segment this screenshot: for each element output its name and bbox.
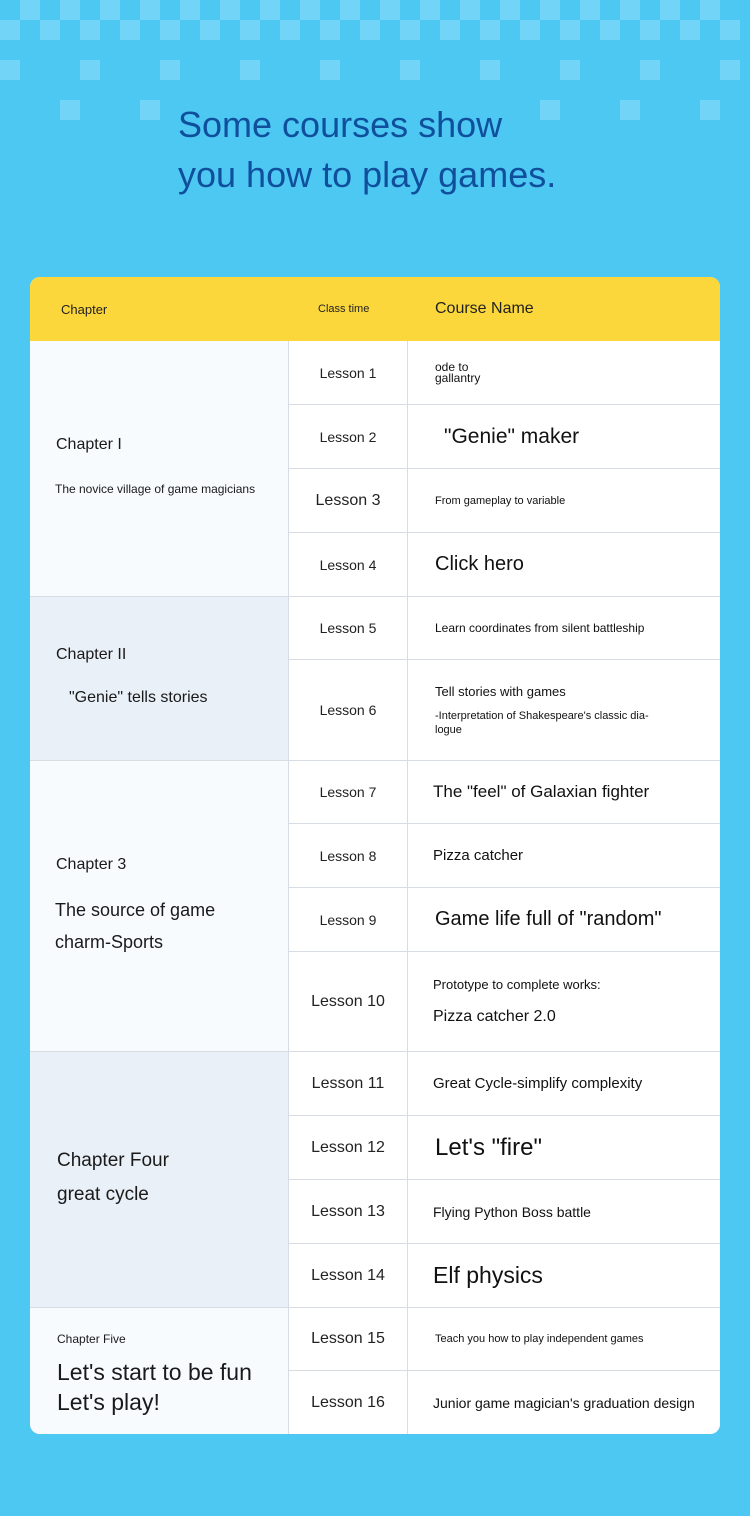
chapter-cell-2 [30, 597, 289, 761]
chapter-title: Chapter II [56, 646, 127, 663]
course-line-1: ode to [435, 359, 469, 374]
course-cell-8: Pizza catcher [408, 824, 720, 888]
lesson-cell-16: Lesson 16 [289, 1371, 408, 1434]
chapter-subtitle: The novice village of game magicians [55, 482, 256, 496]
headline-line-2: you how to play games. [178, 154, 557, 195]
chapter-title: Chapter 3 [56, 856, 127, 873]
headline-line-1: Some courses show [178, 104, 503, 145]
chapter-title: Chapter I [56, 436, 122, 453]
lesson-cell-14: Lesson 14 [289, 1244, 408, 1308]
lesson-cell-11: Lesson 11 [289, 1052, 408, 1116]
course-cell-9: Game life full of "random" [408, 888, 720, 952]
course-cell-14: Elf physics [408, 1244, 720, 1308]
course-cell-10 [408, 952, 720, 1052]
course-cell-1 [408, 341, 720, 405]
chapter-title-line-2: great cycle [57, 1184, 149, 1205]
table-header [30, 277, 720, 341]
chapter-subtitle-line-1: The source of game [55, 900, 216, 920]
chapter-title-line-1: Chapter Four [57, 1150, 169, 1171]
course-line-1: Prototype to complete works: [433, 977, 601, 992]
header-course-name: Course Name [435, 300, 534, 317]
course-cell-11: Great Cycle-simplify complexity [408, 1052, 720, 1116]
course-cell-4: Click hero [408, 533, 720, 597]
lesson-cell-10: Lesson 10 [289, 952, 408, 1052]
course-line-2: Pizza catcher 2.0 [433, 1008, 556, 1025]
course-line-2: -Interpretation of Shakespeare's classic dia- [435, 709, 649, 722]
course-line-1: Tell stories with games [435, 683, 566, 699]
lesson-cell-2: Lesson 2 [289, 405, 408, 469]
page-headline [178, 100, 698, 200]
course-line-2: gallantry [435, 370, 481, 385]
course-line-3: logue [435, 723, 462, 736]
lesson-cell-1: Lesson 1 [289, 341, 408, 405]
chapter-subtitle-line-1: Let's start to be fun [57, 1359, 252, 1385]
chapter-subtitle-line-2: charm-Sports [55, 932, 164, 952]
lesson-cell-6: Lesson 6 [289, 660, 408, 761]
lesson-cell-7: Lesson 7 [289, 761, 408, 824]
course-cell-16: Junior game magician's graduation design [408, 1371, 720, 1434]
course-cell-5: Learn coordinates from silent battleship [408, 597, 720, 660]
course-cell-7: The "feel" of Galaxian fighter [408, 761, 720, 824]
lesson-cell-5: Lesson 5 [289, 597, 408, 660]
lesson-cell-3: Lesson 3 [289, 469, 408, 533]
course-cell-12: Let's "fire" [408, 1116, 720, 1180]
header-chapter: Chapter [61, 301, 108, 317]
course-cell-13: Flying Python Boss battle [408, 1180, 720, 1244]
chapter-subtitle: "Genie" tells stories [69, 689, 208, 706]
chapter-cell-1 [30, 341, 289, 597]
chapter-cell-3 [30, 761, 289, 1052]
lesson-cell-13: Lesson 13 [289, 1180, 408, 1244]
course-cell-2: "Genie" maker [408, 405, 720, 469]
course-table [30, 277, 720, 1434]
chapter-title: Chapter Five [57, 1332, 126, 1346]
course-cell-6 [408, 660, 720, 761]
chapter-subtitle-line-2: Let's play! [57, 1389, 160, 1415]
course-cell-15: Teach you how to play independent games [408, 1308, 720, 1371]
course-cell-3: From gameplay to variable [408, 469, 720, 533]
lesson-cell-15: Lesson 15 [289, 1308, 408, 1371]
lesson-cell-12: Lesson 12 [289, 1116, 408, 1180]
lesson-cell-8: Lesson 8 [289, 824, 408, 888]
lesson-cell-9: Lesson 9 [289, 888, 408, 952]
chapter-cell-5 [30, 1308, 289, 1434]
header-class-time: Class time [318, 303, 370, 315]
chapter-cell-4 [30, 1052, 289, 1308]
lesson-cell-4: Lesson 4 [289, 533, 408, 597]
